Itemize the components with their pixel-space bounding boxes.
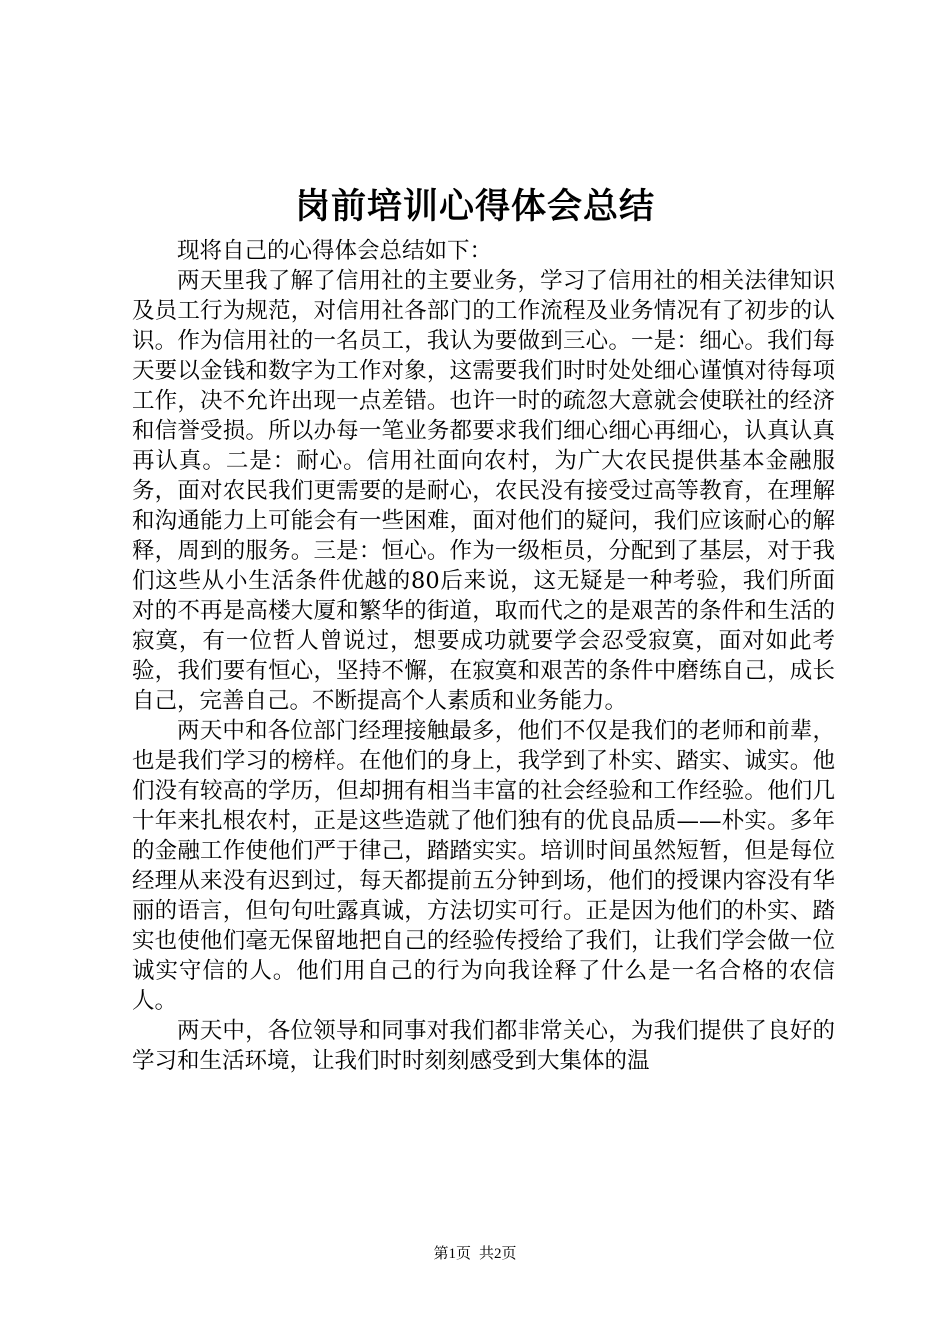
page-total: 共2页 <box>479 1246 517 1262</box>
paragraph-managers: 两天中和各位部门经理接触最多，他们不仅是我们的老师和前辈，也是我们学习的榜样。在他们的身上，我学到了朴实、踏实、诚实。他们没有较高的学历，但却拥有相当丰富的社会经验和工作经验。他们几十年来扎根农村，正是这些造就了他们独有的优良品质——朴实。多年的金融工作使他们严于律己，踏踏实实。培训时间虽然短暂，但是每位经理从来没有迟到过，每天都提前五分钟到场，他们的授课内容没有华丽的语言，但句句吐露真诚，方法切实可行。正是因为他们的朴实、踏实也使他们毫无保留地把自己的经验传授给了我们，让我们学会做一位诚实守信的人。他们用自己的行为向我诠释了什么是一名合格的农信人。 <box>132 718 835 1014</box>
page-footer <box>0 1244 950 1264</box>
page-number: 第1页 <box>433 1246 471 1262</box>
paragraph-intro: 现将自己的心得体会总结如下： <box>177 238 493 264</box>
document-body <box>132 236 835 1076</box>
document-title: 岗前培训心得体会总结 <box>294 186 655 227</box>
paragraph-leaders: 两天中，各位领导和同事对我们都非常关心，为我们提供了良好的学习和生活环境，让我们时时刻刻感受到大集体的温 <box>132 1018 835 1074</box>
paragraph-three-hearts: 两天里我了解了信用社的主要业务，学习了信用社的相关法律知识及员工行为规范，对信用社各部门的工作流程及业务情况有了初步的认识。作为信用社的一名员工，我认为要做到三心。一是：细心。我们每天要以金钱和数字为工作对象，这需要我们时时处处细心谨慎对待每项工作，决不允许出现一点差错。也许一时的疏忽大意就会使联社的经济和信誉受损。所以办每一笔业务都要求我们细心细心再细心，认真认真再认真。二是：耐心。信用社面向农村，为广大农民提供基本金融服务，面对农民我们更需要的是耐心，农民没有接受过高等教育，在理解和沟通能力上可能会有一些困难，面对他们的疑问，我们应该耐心的解释，周到的服务。三是：恒心。作为一级柜员，分配到了基层，对于我们这些从小生活条件优越的80后来说，这无疑是一种考验，我们所面对的不再是高楼大厦和繁华的街道，取而代之的是艰苦的条件和生活的寂寞，有一位哲人曾说过，想要成功就要学会忍受寂寞，面对如此考验，我们要有恒心，坚持不懈，在寂寞和艰苦的条件中磨练自己，成长自己，完善自己。不断提高个人素质和业务能力。 <box>132 268 835 714</box>
